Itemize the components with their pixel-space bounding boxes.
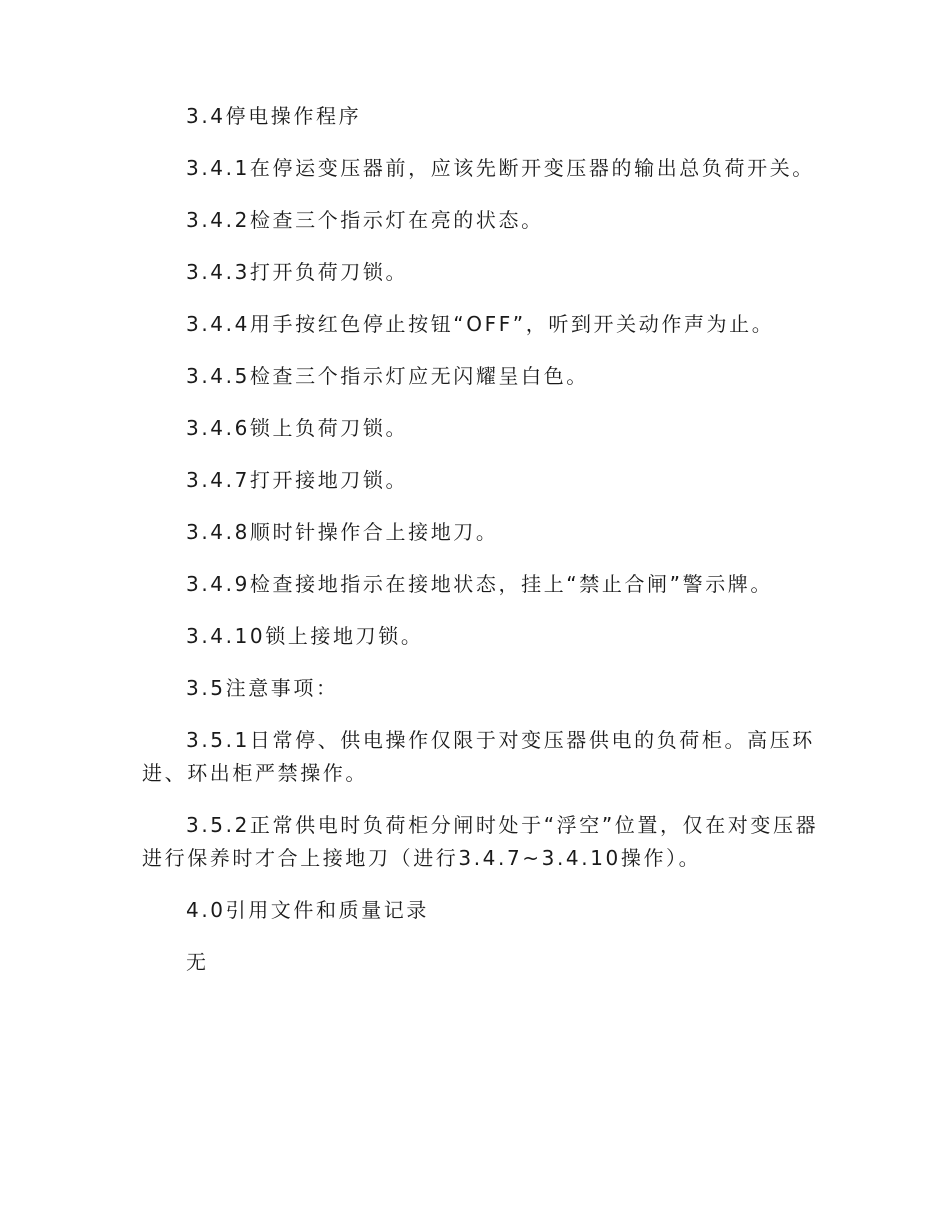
document-body [142,100,822,998]
paragraph-3-4-9: 3.4.9检查接地指示在接地状态，挂上“禁止合闸”警示牌。 [186,572,774,596]
paragraph-3-5-2: 3.5.2正常供电时负荷柜分闸时处于“浮空”位置，仅在对变压器进行保养时才合上接地刀（进行3.4.7~3.4.10操作）。 [142,813,819,870]
paragraph-3-4-8: 3.4.8顺时针操作合上接地刀。 [186,520,499,544]
section-heading-3-4: 3.4停电操作程序 [186,104,362,128]
paragraph-3-4-4: 3.4.4用手按红色停止按钮“OFF”，听到开关动作声为止。 [186,312,775,336]
paragraph-3-5-1: 3.5.1日常停、供电操作仅限于对变压器供电的负荷柜。高压环进、环出柜严禁操作。 [142,728,815,785]
paragraph-3-4-10: 3.4.10锁上接地刀锁。 [186,624,424,648]
paragraph-3-4-7: 3.4.7打开接地刀锁。 [186,468,409,492]
paragraph-3-4-3: 3.4.3打开负荷刀锁。 [186,260,409,284]
paragraph-3-4-2: 3.4.2检查三个指示灯在亮的状态。 [186,208,544,232]
section-heading-4-0: 4.0引用文件和质量记录 [186,898,430,922]
section-heading-3-5: 3.5注意事项： [186,676,339,700]
paragraph-3-4-6: 3.4.6锁上负荷刀锁。 [186,416,409,440]
paragraph-none: 无 [186,950,209,974]
paragraph-3-4-1: 3.4.1在停运变压器前，应该先断开变压器的输出总负荷开关。 [186,156,815,180]
paragraph-3-4-5: 3.4.5检查三个指示灯应无闪耀呈白色。 [186,364,589,388]
